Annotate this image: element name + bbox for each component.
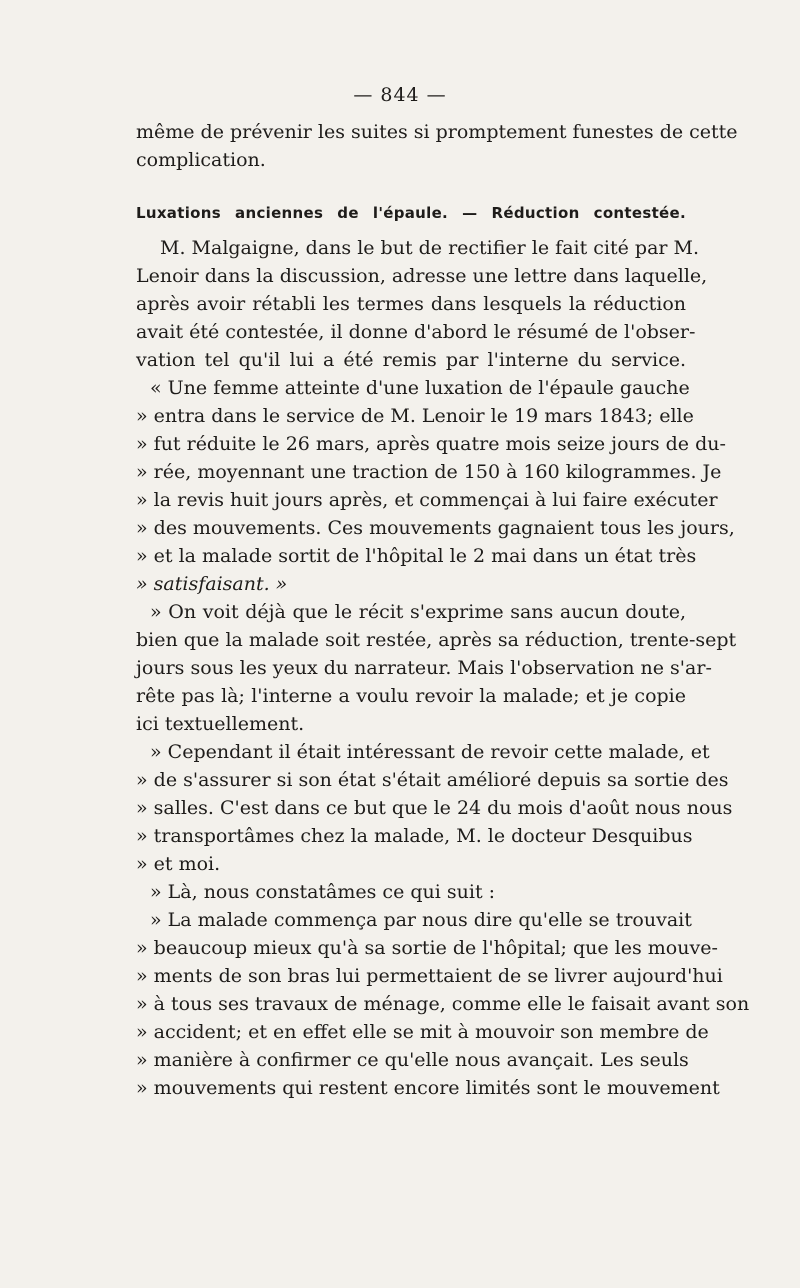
text-line: » Cependant il était intéressant de revoir cette malade, et (150, 741, 710, 763)
text-line-content: M. Malgaigne, dans le but de rectifier le fait cité par M. (160, 237, 700, 259)
text-line: complication. (136, 149, 266, 171)
page-number: — 844 — (353, 84, 447, 106)
text-line: Lenoir dans la discussion, adresse une lettre dans laquelle, (136, 265, 708, 287)
text-line: bien que la malade soit restée, après sa réduction, trente-sept (136, 629, 737, 651)
text-line: » accident; et en effet elle se mit à mouvoir son membre de (136, 1021, 709, 1043)
text-line: » fut réduite le 26 mars, après quatre mois seize jours de du- (136, 433, 726, 455)
text-line: avait été contestée, il donne d'abord le résumé de l'obser- (136, 321, 696, 343)
text-line: » manière à confirmer ce qu'elle nous avançait. Les seuls (136, 1049, 689, 1071)
text-line: » ments de son bras lui permettaient de se livrer aujourd'hui (136, 965, 723, 987)
text-line (136, 234, 700, 262)
text-line: jours sous les yeux du narrateur. Mais l'observation ne s'ar- (136, 657, 712, 679)
text-line: » mouvements qui restent encore limités sont le mouvement (136, 1077, 720, 1099)
text-line: » satisfaisant. » (136, 573, 288, 595)
text-line: » La malade commença par nous dire qu'elle se trouvait (150, 909, 692, 931)
text-line: » salles. C'est dans ce but que le 24 du mois d'août nous nous (136, 797, 733, 819)
text-line: » et la malade sortit de l'hôpital le 2 mai dans un état très (136, 545, 697, 567)
text-line: » et moi. (136, 853, 221, 875)
text-line: » Là, nous constatâmes ce qui suit : (150, 881, 496, 903)
section-heading: Luxations anciennes de l'épaule. — Réduction contestée. (136, 204, 686, 222)
text-line: » des mouvements. Ces mouvements gagnaient tous les jours, (136, 517, 735, 539)
text-line: même de prévenir les suites si promptement funestes de cette (136, 121, 738, 143)
text-line: » beaucoup mieux qu'à sa sortie de l'hôpital; que les mouve- (136, 937, 718, 959)
text-line: vation tel qu'il lui a été remis par l'interne du service. (136, 349, 686, 371)
text-line: » la revis huit jours après, et commençai à lui faire exécuter (136, 489, 718, 511)
text-line: » à tous ses travaux de ménage, comme elle le faisait avant son (136, 993, 750, 1015)
text-line: rête pas là; l'interne a voulu revoir la malade; et je copie (136, 685, 686, 707)
text-line: « Une femme atteinte d'une luxation de l'épaule gauche (150, 377, 690, 399)
text-line: après avoir rétabli les termes dans lesquels la réduction (136, 293, 686, 315)
text-line: ici textuellement. (136, 713, 305, 735)
text-line: » transportâmes chez la malade, M. le docteur Desquibus (136, 825, 693, 847)
text-line: » rée, moyennant une traction de 150 à 160 kilogrammes. Je (136, 461, 722, 483)
text-line: » On voit déjà que le récit s'exprime sans aucun doute, (150, 601, 686, 623)
text-line: » de s'assurer si son état s'était amélioré depuis sa sortie des (136, 769, 729, 791)
text-line: » entra dans le service de M. Lenoir le 19 mars 1843; elle (136, 405, 694, 427)
